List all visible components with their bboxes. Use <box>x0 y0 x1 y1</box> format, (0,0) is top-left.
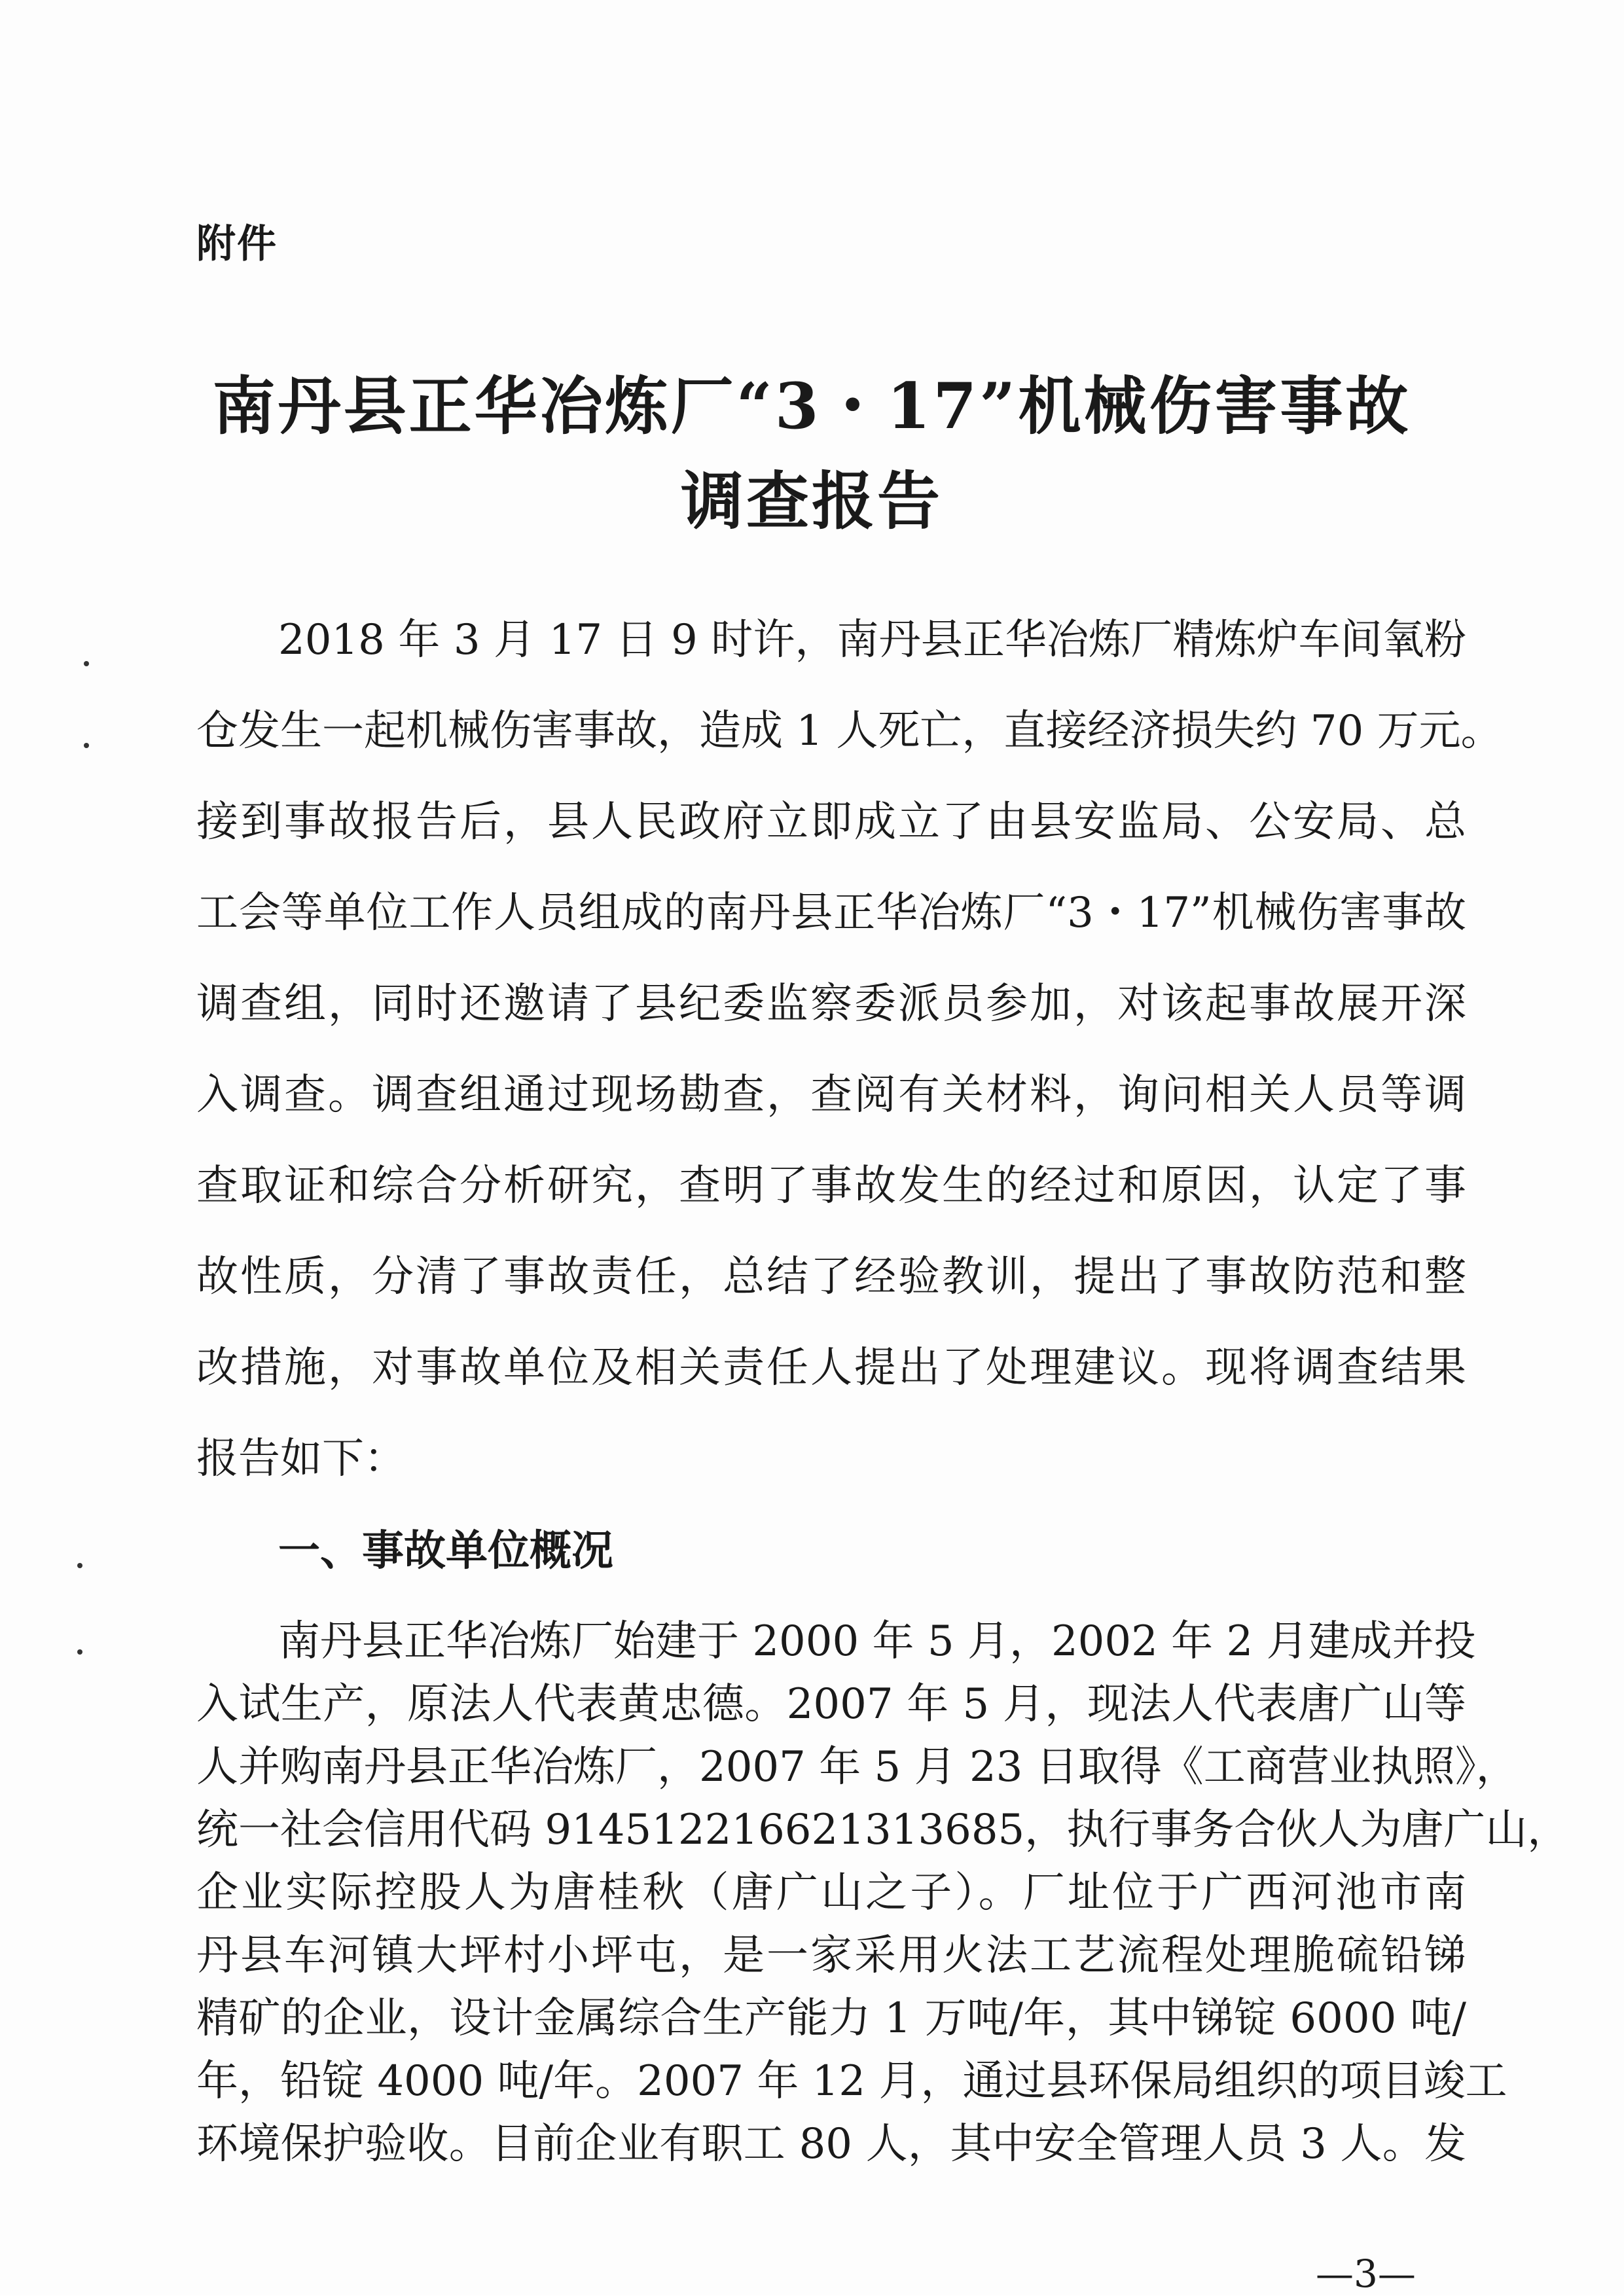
section-line: 南丹县正华冶炼厂始建于 2000 年 5 月，2002 年 2 月建成并投 <box>278 1617 1476 1666</box>
page-number: —3— <box>1316 2251 1416 2296</box>
intro-line: 故性质，分清了事故责任，总结了经验教训，提出了事故防范和整 <box>196 1253 1466 1301</box>
section-line: 环境保护验收。目前企业有职工 80 人，其中安全管理人员 3 人。发 <box>196 2120 1466 2168</box>
intro-line: 报告如下： <box>196 1435 406 1483</box>
scan-speck <box>84 743 89 748</box>
scan-speck <box>77 1649 82 1655</box>
section-line: 年，铅锭 4000 吨/年。2007 年 12 月，通过县环保局组织的项目竣工 <box>196 2057 1507 2106</box>
document-title-line-2: 调查报告 <box>681 464 943 538</box>
intro-line: 2018 年 3 月 17 日 9 时许，南丹县正华冶炼厂精炼炉车间氧粉 <box>278 616 1466 664</box>
intro-line: 入调查。调查组通过现场勘查，查阅有关材料，询问相关人员等调 <box>196 1071 1466 1119</box>
intro-line: 调查组，同时还邀请了县纪委监察委派员参加，对该起事故展开深 <box>196 980 1466 1028</box>
scan-speck <box>84 661 89 666</box>
intro-line: 改措施，对事故单位及相关责任人提出了处理建议。现将调查结果 <box>196 1344 1466 1392</box>
intro-line: 接到事故报告后，县人民政府立即成立了由县安监局、公安局、总 <box>196 798 1466 846</box>
section-line: 丹县车河镇大坪村小坪屯，是一家采用火法工艺流程处理脆硫铅锑 <box>196 1931 1466 1980</box>
attachment-label: 附件 <box>196 221 278 267</box>
document-title-line-1: 南丹县正华冶炼厂“3・17”机械伤害事故 <box>212 369 1411 443</box>
scan-speck <box>77 1563 82 1568</box>
intro-line: 查取证和综合分析研究，查明了事故发生的经过和原因，认定了事 <box>196 1162 1466 1210</box>
section-line: 企业实际控股人为唐桂秋（唐广山之子）。厂址位于广西河池市南 <box>196 1869 1466 1917</box>
section-line: 入试生产，原法人代表黄忠德。2007 年 5 月，现法人代表唐广山等 <box>196 1680 1466 1729</box>
section-line: 人并购南丹县正华冶炼厂，2007 年 5 月 23 日取得《工商营业执照》， <box>196 1743 1518 1791</box>
section-line: 精矿的企业，设计金属综合生产能力 1 万吨/年，其中锑锭 6000 吨/ <box>196 1994 1466 2043</box>
section-heading: 一、事故单位概况 <box>278 1527 613 1575</box>
intro-line: 仓发生一起机械伤害事故，造成 1 人死亡，直接经济损失约 70 万元。 <box>196 707 1503 755</box>
section-line: 统一社会信用代码 914512216621313685，执行事务合伙人为唐广山， <box>196 1806 1570 1854</box>
intro-line: 工会等单位工作人员组成的南丹县正华冶炼厂“3・17”机械伤害事故 <box>196 889 1466 937</box>
